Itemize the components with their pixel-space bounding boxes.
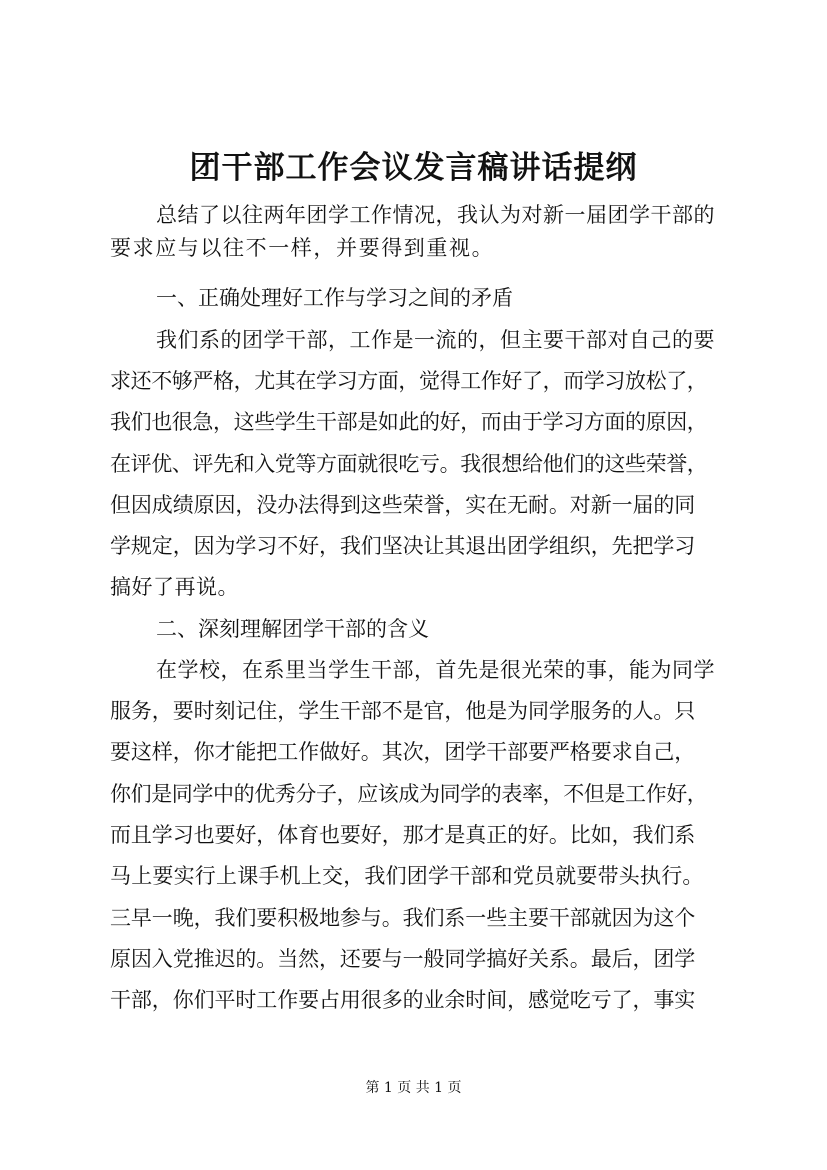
- page-number-footer: 第 1 页 共 1 页: [365, 1080, 462, 1096]
- body-line: 总结了以往两年团学工作情况，我认为对新一届团学干部的: [156, 203, 715, 227]
- section-heading: 二、深刻理解团学干部的含义: [156, 617, 429, 641]
- body-line: 服务，要时刻记住，学生干部不是官，他是为同学服务的人。只: [110, 699, 696, 723]
- body-line: 要求应与以往不一样，并要得到重视。: [110, 236, 495, 260]
- body-line: 你们是同学中的优秀分子，应该成为同学的表率，不但是工作好，: [110, 782, 708, 806]
- body-line: 原因入党推迟的。当然，还要与一般同学搞好关系。最后，团学: [110, 947, 696, 971]
- body-line: 要这样，你才能把工作做好。其次，团学干部要严格要求自己，: [110, 740, 696, 764]
- body-line: 在学校，在系里当学生干部，首先是很光荣的事，能为同学: [156, 658, 715, 682]
- body-line: 三早一晚，我们要积极地参与。我们系一些主要干部就因为这个: [110, 906, 696, 930]
- body-line: 我们也很急，这些学生干部是如此的好，而由于学习方面的原因，: [110, 410, 708, 434]
- body-line: 在评优、评先和入党等方面就很吃亏。我很想给他们的这些荣誉，: [110, 452, 708, 476]
- body-line: 搞好了再说。: [110, 575, 239, 599]
- body-line: 学规定，因为学习不好，我们坚决让其退出团学组织，先把学习: [110, 534, 696, 558]
- body-line: 但因成绩原因，没办法得到这些荣誉，实在无耐。对新一届的同: [110, 493, 696, 517]
- body-line: 而且学习也要好，体育也要好，那才是真正的好。比如，我们系: [110, 823, 696, 847]
- body-line: 干部，你们平时工作要占用很多的业余时间，感觉吃亏了，事实: [110, 988, 696, 1012]
- document-title: 团干部工作会议发言稿讲话提纲: [189, 150, 638, 186]
- body-line: 马上要实行上课手机上交，我们团学干部和党员就要带头执行。: [110, 864, 704, 888]
- body-line: 求还不够严格，尤其在学习方面，觉得工作好了，而学习放松了，: [110, 369, 708, 393]
- section-heading: 一、正确处理好工作与学习之间的矛盾: [156, 286, 513, 310]
- body-line: 我们系的团学干部，工作是一流的，但主要干部对自己的要: [156, 328, 715, 352]
